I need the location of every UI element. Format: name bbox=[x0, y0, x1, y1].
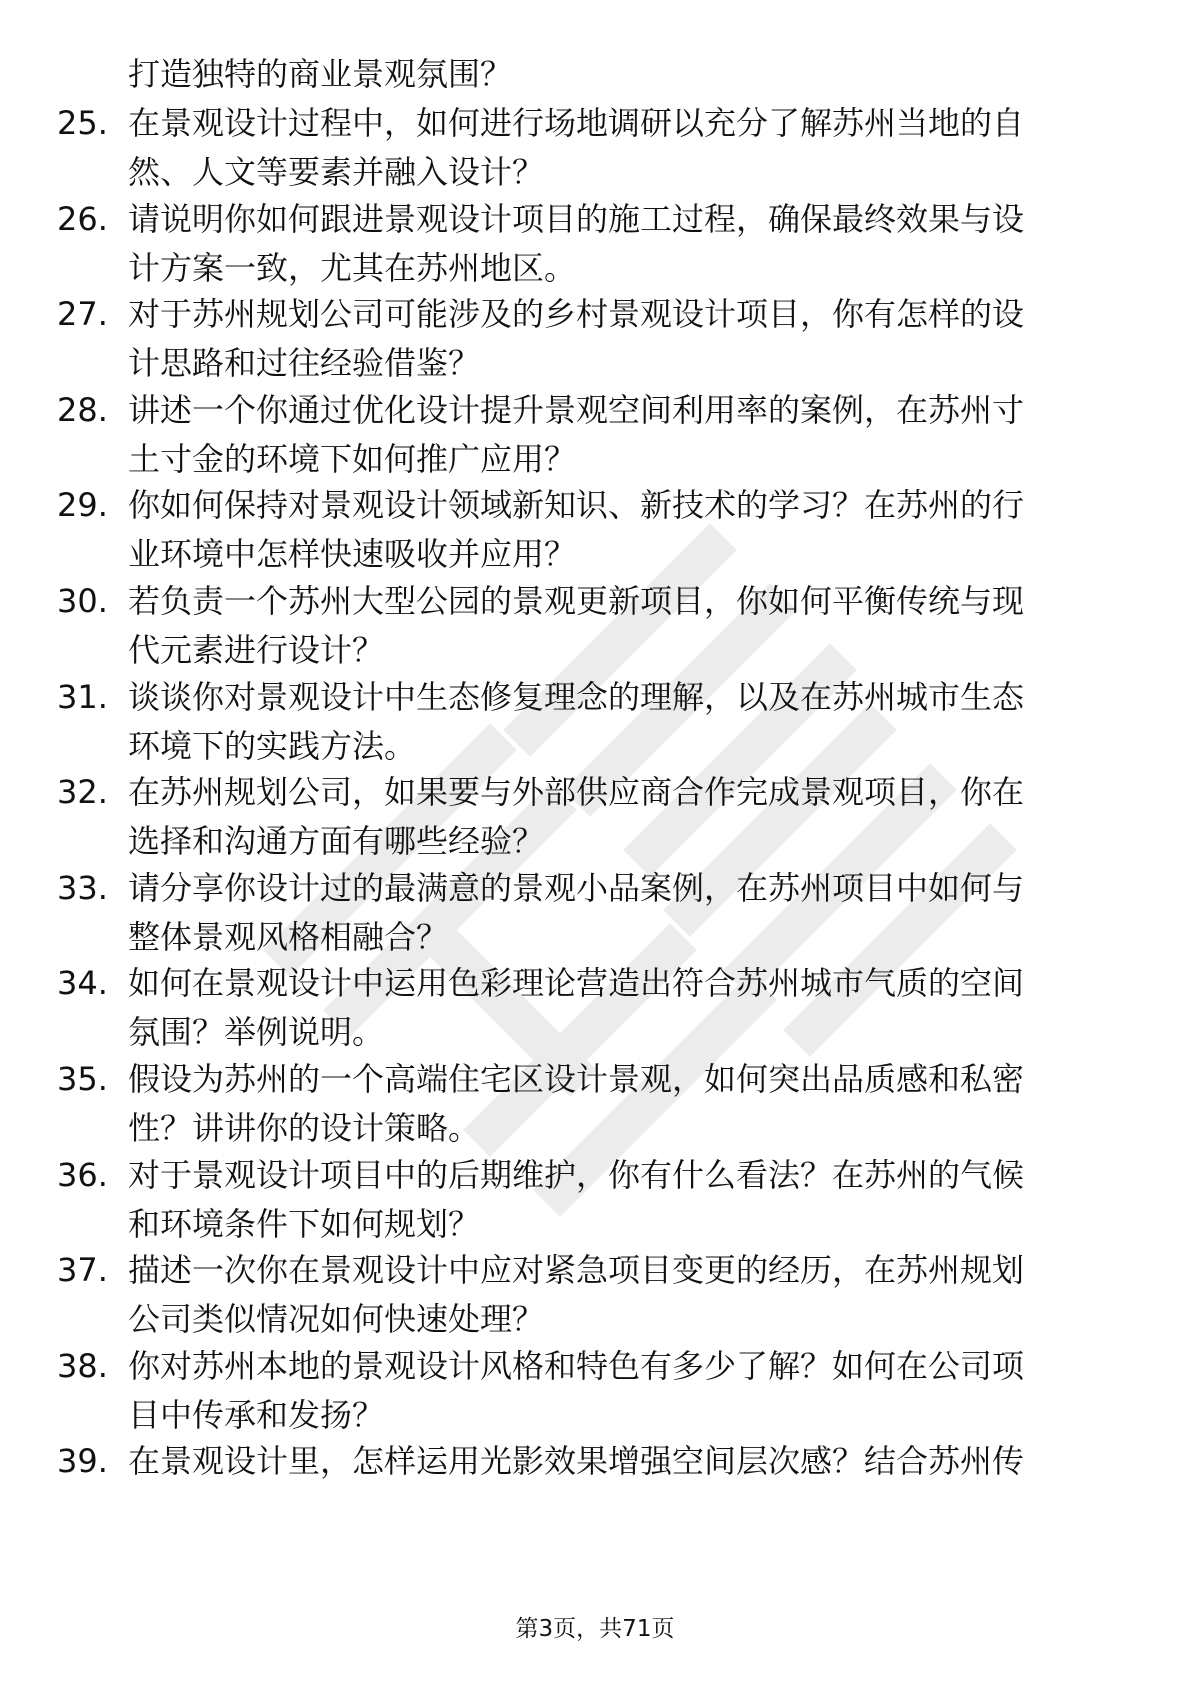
question-text-line-2: 性？讲讲你的设计策略。 bbox=[128, 1109, 481, 1147]
question-item bbox=[0, 959, 1190, 1057]
question-text-line-1: 讲述一个你通过优化设计提升景观空间利用率的案例，在苏州寸 bbox=[128, 390, 1025, 429]
question-number: 25. bbox=[57, 104, 108, 142]
question-item bbox=[0, 1437, 1190, 1535]
question-item bbox=[0, 768, 1190, 866]
question-item bbox=[0, 864, 1190, 962]
question-item bbox=[0, 481, 1190, 579]
question-text-line-1: 你对苏州本地的景观设计风格和特色有多少了解？如何在公司项 bbox=[128, 1346, 1025, 1385]
question-number: 29. bbox=[57, 486, 108, 525]
question-text-line-1: 在景观设计里，怎样运用光影效果增强空间层次感？结合苏州传 bbox=[128, 1442, 1025, 1481]
question-text-line-1: 在苏州规划公司，如果要与外部供应商合作完成景观项目，你在 bbox=[128, 773, 1025, 812]
question-text-line-1: 谈谈你对景观设计中生态修复理念的理解，以及在苏州城市生态 bbox=[128, 677, 1025, 716]
question-text-line-2: 选择和沟通方面有哪些经验？ bbox=[128, 822, 545, 861]
question-text-line-2: 环境下的实践方法。 bbox=[128, 726, 417, 765]
question-number: 36. bbox=[57, 1155, 108, 1194]
question-text-line-2: 然、人文等要素并融入设计？ bbox=[128, 153, 545, 191]
question-number: 32. bbox=[57, 773, 108, 812]
question-text-line-2: 代元素进行设计？ bbox=[128, 631, 385, 669]
question-number: 31. bbox=[57, 677, 108, 716]
question-text-line-1: 如何在景观设计中运用色彩理论营造出符合苏州城市气质的空间 bbox=[128, 964, 1025, 1003]
question-number: 33. bbox=[57, 868, 108, 907]
question-text-line-1: 请说明你如何跟进景观设计项目的施工过程，确保最终效果与设 bbox=[128, 199, 1025, 238]
question-item bbox=[0, 1342, 1190, 1440]
question-number: 28. bbox=[57, 390, 108, 429]
question-text-line-2: 公司类似情况如何快速处理？ bbox=[128, 1300, 545, 1339]
question-text-line-2: 和环境条件下如何规划？ bbox=[128, 1204, 481, 1243]
question-item bbox=[0, 195, 1190, 293]
question-text-line-1: 假设为苏州的一个高端住宅区设计景观，如何突出品质感和私密 bbox=[128, 1060, 1025, 1098]
question-item bbox=[0, 290, 1190, 388]
question-24-continuation: 打造独特的商业景观氛围？ bbox=[128, 55, 513, 93]
question-text-line-1: 对于景观设计项目中的后期维护，你有什么看法？在苏州的气候 bbox=[128, 1155, 1025, 1194]
question-number: 34. bbox=[57, 964, 108, 1003]
question-text-line-2: 目中传承和发扬？ bbox=[128, 1395, 385, 1434]
question-text-line-2: 业环境中怎样快速吸收并应用？ bbox=[128, 535, 577, 574]
question-number: 30. bbox=[57, 582, 108, 620]
question-item bbox=[0, 386, 1190, 484]
question-item bbox=[0, 1055, 1190, 1153]
question-text-line-1: 你如何保持对景观设计领域新知识、新技术的学习？在苏州的行 bbox=[128, 486, 1025, 525]
question-number: 38. bbox=[57, 1346, 108, 1385]
question-number: 27. bbox=[57, 295, 108, 334]
question-text-line-1: 若负责一个苏州大型公园的景观更新项目，你如何平衡传统与现 bbox=[128, 582, 1025, 620]
question-item bbox=[0, 673, 1190, 771]
page-footer: 第3页，共71页 bbox=[515, 1616, 675, 1642]
question-text-line-2: 计思路和过往经验借鉴？ bbox=[128, 344, 481, 383]
question-text-line-1: 在景观设计过程中，如何进行场地调研以充分了解苏州当地的自 bbox=[128, 104, 1025, 142]
question-text-line-2: 整体景观风格相融合？ bbox=[128, 917, 449, 956]
question-number: 35. bbox=[57, 1060, 108, 1098]
question-item bbox=[0, 99, 1190, 197]
question-number: 37. bbox=[57, 1251, 108, 1290]
question-number: 26. bbox=[57, 199, 108, 238]
question-item bbox=[0, 1246, 1190, 1344]
question-text-line-2: 土寸金的环境下如何推广应用？ bbox=[128, 439, 577, 478]
question-text-line-1: 描述一次你在景观设计中应对紧急项目变更的经历，在苏州规划 bbox=[128, 1251, 1025, 1290]
question-item bbox=[0, 1151, 1190, 1249]
question-text-line-1: 请分享你设计过的最满意的景观小品案例，在苏州项目中如何与 bbox=[128, 868, 1025, 907]
question-text-line-2: 计方案一致，尤其在苏州地区。 bbox=[128, 248, 577, 287]
question-number: 39. bbox=[57, 1442, 108, 1481]
question-item bbox=[0, 577, 1190, 675]
question-text-line-2: 氛围？举例说明。 bbox=[128, 1013, 385, 1052]
question-text-line-1: 对于苏州规划公司可能涉及的乡村景观设计项目，你有怎样的设 bbox=[128, 295, 1025, 334]
